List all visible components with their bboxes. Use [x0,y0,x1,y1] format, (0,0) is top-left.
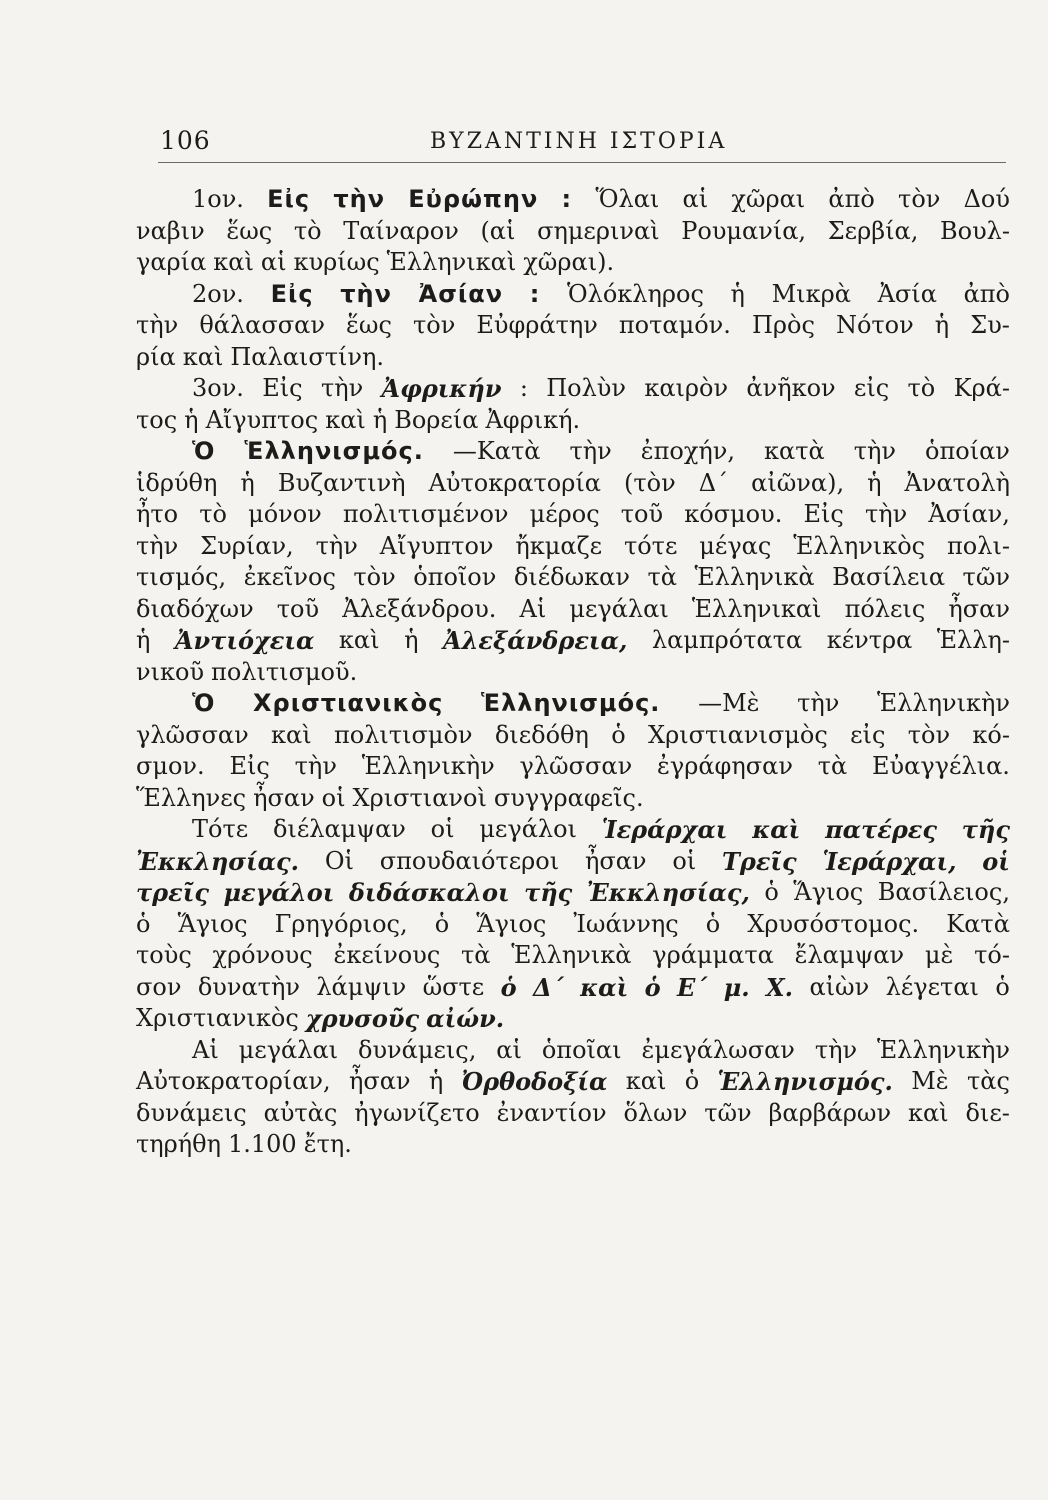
word: τηρήθη [136,1130,221,1158]
word: Ὁλόκληρος [567,279,704,308]
word: 3ον. [192,374,244,402]
word: Εἰς [270,279,314,308]
word: τό- [974,941,1010,969]
text-line [136,720,1010,752]
word: ὁποίαν [925,437,1010,465]
word: Βορεία [394,405,479,434]
word: τὸν [412,311,456,339]
word: ἐναντίον [496,1098,607,1127]
word: Δ΄ [698,468,729,497]
word: Αἴγυπτος [205,405,319,434]
word: ὁ [500,972,517,1002]
word: Βασίλεια [832,563,946,591]
word: ἐγράφησαν [657,752,793,780]
word: Αἱ [192,1035,219,1064]
word: αἱ [260,248,287,276]
word: Ὅλαι [595,185,660,213]
word: μ. [723,972,750,1002]
word: διαδόχων [136,594,254,623]
text-line [136,499,1010,531]
word: κό- [972,720,1010,749]
word: τρεῖς [136,878,209,907]
word: ἐκεῖνος [243,563,336,591]
word: (τὸν [624,468,676,497]
word: ἡ [730,279,745,308]
word: : [519,374,528,402]
word: πολιτισμὸν [333,720,473,749]
text-line [136,657,1010,689]
word: 1.100 [227,1130,297,1158]
page-header [158,126,1006,163]
word: ἠγωνίζετο [354,1098,480,1127]
word: δυνάμεις, [358,1035,477,1064]
word: καὶ [580,972,629,1002]
text-line [136,594,1010,626]
word: τὴν [569,437,612,465]
word: Χριστιανικὸς [136,1004,299,1032]
word: Πρὸς [751,311,815,339]
body-text [136,184,1010,1161]
word: Αἱ [519,594,547,623]
word: θάλασσαν [199,311,325,339]
word: Εἰς [267,185,311,213]
word: σμον. [136,752,205,780]
word: τὰ [461,941,491,969]
word: ὁ [611,720,626,749]
word: τὴν [864,500,908,528]
word: ἀπὸ [828,185,875,213]
text-line [136,783,1010,815]
word: τὴν [136,311,179,339]
word: λάμψιν [316,972,407,1001]
word: πολι- [947,531,1010,560]
word: Κρά- [953,374,1010,402]
word: γλῶσσαν [519,752,633,780]
word: ἱδρύθη [136,468,218,497]
word: Βασίλειος, [877,878,1010,906]
text-line [136,531,1010,563]
text-line [136,909,1010,941]
word: ὁ [136,909,151,938]
word: εἰς [850,720,886,749]
word: ὥστε [422,972,485,1001]
text-line [136,1003,1010,1035]
word: τὴν [333,185,386,213]
word: αὐτὰς [263,1098,338,1127]
word: πολιτισμένον [342,500,509,528]
word: ἕως [346,311,392,339]
word: Αὐτοκρατορία [428,468,601,497]
word: Ἑλληνισμός. [481,689,661,717]
word: μέγας [699,531,772,560]
word: Βυζαντινὴ [277,468,406,497]
word: διέδωκαν [513,563,630,591]
word: Συ- [970,311,1010,339]
word: Χριστιανοὶ [352,783,487,812]
text-line [136,1066,1010,1098]
text-line [136,688,1010,720]
word: Ἅγιος [793,878,864,906]
word: διέλαμψαν [272,815,406,843]
word: Ἑλληνικὴν [877,689,1010,717]
text-line [136,342,1010,374]
word: Εἰς [803,500,844,528]
word: καὶ [907,1098,949,1127]
text-line [136,625,1010,657]
word: νικοῦ [136,657,205,686]
word: καὶ [325,405,366,434]
word: λέγεται [885,972,979,1001]
word: Ἀνατολὴ [904,468,1010,497]
word: τὰς [966,1067,1010,1095]
word: Τότε [192,815,249,843]
word: Τρεῖς [722,846,797,876]
word: τὰ [647,563,677,591]
word: τοὺς [136,941,192,969]
word: Εὐαγγέλια. [872,752,1010,780]
word: ἐποχήν, [640,437,736,465]
word: Ἀφρικήν [381,374,502,403]
word: Βουλ- [939,216,1010,245]
word: ἡ [934,311,950,339]
word: τὴν [814,1035,858,1064]
word: Ἀφρική. [485,405,581,434]
text-line [136,877,1010,909]
word: τὰ [817,752,848,780]
word: τὴν [136,531,179,560]
text-line [136,814,1010,846]
word: καὶ [213,248,254,276]
word: : [529,279,541,308]
word: μεγάλαι [569,594,669,623]
word: κόσμου. [684,500,783,528]
word: καὶ [182,342,224,371]
word: Ἑλλη- [936,626,1010,654]
text-line [136,1129,1010,1161]
word: χρόνους [212,941,313,969]
word: τὴν [340,279,392,308]
text-line [136,373,1010,405]
word: Ἀσίαν, [928,500,1010,528]
word: αἰῶνα), [751,468,845,497]
word: τῶν [704,1098,752,1127]
text-line [136,310,1010,342]
running-title: ΒΥΖΑΝΤΙΝΗ ΙΣΤΟΡΙΑ [430,129,728,154]
word: Ταίναρον [343,216,459,245]
word: Κατὰ [946,909,1010,938]
word: ἔτη. [303,1130,352,1158]
word: τὴν [797,689,840,717]
word: καὶ [271,720,312,749]
word: ὁ [684,1067,700,1095]
word: σημεριναὶ [537,216,660,245]
word: ἦσαν [584,846,647,875]
word: τότε [623,531,678,560]
word: ὁ [764,878,779,906]
word: τῆς [961,815,1010,844]
word: Νότον [835,311,914,339]
word: ὁ [705,909,721,938]
word: κατὰ [764,437,825,465]
word: τισμός, [136,563,227,591]
word: Ἱεράρχαι [601,815,728,844]
word: ἀπὸ [963,279,1010,308]
word: Ἑλληνικὰ [511,941,632,969]
word: γράμματα [652,941,774,969]
word: Σερβία, [827,216,919,245]
word: ἕως [226,216,273,245]
word: τος [136,405,178,434]
word: σπουδαιότεροι [379,846,560,875]
word: Χριστιανικὸς [253,689,444,717]
word: Ε΄ [677,972,708,1002]
word: λαμπρότατα [651,626,803,654]
word: Οἱ [324,846,354,875]
word: πόλεις [844,594,926,623]
word: Αἴγυπτον [379,531,494,560]
text-line [136,468,1010,500]
word: ὁ [644,972,661,1002]
word: τὸν [898,185,941,213]
word: ποταμόν. [618,311,731,339]
word: τοῦ [620,500,664,528]
word: Ρουμανία, [681,216,807,245]
text-line [136,1098,1010,1130]
word: τὸν [907,720,951,749]
text-line [136,972,1010,1004]
word: Ἐκκλησίας, [586,878,750,907]
word: (αἱ [480,216,516,245]
word: Ἑλληνικὰ [694,563,815,591]
word: διεδόθη [494,720,589,749]
word: Εἰς [262,374,303,402]
text-line [136,184,1010,216]
word: Παλαιστίνη. [230,342,384,371]
word: ὁ [995,972,1010,1001]
word: Μικρὰ [771,279,851,308]
word: 1ον. [192,185,244,213]
word: τὴν [315,531,358,560]
word: μεγάλοι [223,878,335,907]
text-line [136,940,1010,972]
word: πατέρες [825,815,937,844]
word: Ἱεράρχαι, [822,846,957,876]
word: Εὐφράτην [476,311,598,339]
word: κυρίως [293,248,380,276]
word: Συρίαν, [200,531,294,560]
word: τὸ [199,500,227,528]
word: Ἀλεξάνδρεια, [442,626,628,655]
text-line [136,216,1010,248]
word: ὁποῖαι [541,1035,622,1064]
word: μέρος [529,500,600,528]
word: ὁ [434,909,450,938]
word: ἦσαν [253,783,315,812]
word: ἤκμαζε [515,531,603,560]
word: Δού [963,185,1010,213]
word: αἰών. [426,1004,505,1033]
word: δυνατὴν [197,972,300,1001]
word: καὶ [625,1067,667,1095]
word: Εἰς [229,752,270,780]
word: Ὀρθοδοξία [461,1067,608,1096]
word: τοῦ [276,594,320,623]
word: Ἑλληνικὸς [793,531,926,560]
word: —Μὲ [698,689,760,717]
word: βαρβάρων [768,1098,892,1127]
word: Ἑλληνικὴν [361,752,495,780]
word: 2ον. [192,279,244,308]
word: Ἑλληνισμός. [244,437,424,465]
word: οἱ [982,846,1010,876]
word: ναβιν [136,216,205,245]
word: Πολὺν [546,374,626,402]
word: Ἑλληνικαὶ [691,594,822,623]
word: ἦσαν [948,594,1010,623]
word: Αὐτοκρατορίαν, [136,1067,331,1095]
word: Ὁ [192,689,216,717]
text-line [136,846,1010,878]
word: Ἀσίαν [418,279,504,308]
word: Ὁ [192,437,216,465]
word: οἱ [672,846,697,875]
word: σον [136,972,182,1001]
word: μεγάλοι [479,815,577,843]
word: γλῶσσαν [136,720,249,749]
word: ἡ [404,626,419,654]
word: ἡ [184,405,199,434]
word: τὸν [353,563,396,591]
word: Ἐκκλησίας. [136,846,300,876]
word: ἦσαν [348,1067,411,1095]
word: πολιτισμοῦ. [211,657,358,686]
word: Ἑλληνισμός. [717,1067,893,1096]
page-number: 106 [160,126,211,155]
word: μεγάλαι [238,1035,339,1064]
word: τὸ [907,374,936,402]
word: καιρὸν [644,374,729,402]
word: ἀνῆκον [746,374,836,402]
text-line [136,247,1010,279]
word: Ἀντιόχεια [174,626,315,655]
word: ἡ [136,626,151,654]
word: Χρυσόστομος. [747,909,920,938]
word: ἐκείνους [333,941,441,969]
word: χρυσοῦς [305,1004,420,1033]
word: : [561,185,573,213]
text-line [136,751,1010,783]
word: οἱ [321,783,346,812]
word: ἐμεγάλωσαν [641,1035,795,1064]
word: Μὲ [911,1067,949,1095]
text-line [136,279,1010,311]
word: Ἕλληνες [136,783,247,812]
word: χῶραι [731,185,806,213]
word: ἡ [428,1067,444,1095]
word: τὴν [294,752,337,780]
word: αἱ [496,1035,522,1064]
word: Ἀσία [877,279,937,308]
word: ἡ [240,468,255,497]
text-line [136,562,1010,594]
word: —Κατὰ [452,437,541,465]
word: τὴν [853,437,896,465]
word: Δ΄ [533,972,564,1002]
word: καὶ [752,815,801,844]
word: Ἑλληνικὴν [876,1035,1010,1064]
word: γαρία [136,248,207,276]
word: διε- [965,1098,1010,1127]
word: χῶραι). [523,248,615,276]
word: μὲ [924,941,954,969]
text-line [136,436,1010,468]
word: Ἰωάννης [573,909,679,938]
word: καὶ [338,626,380,654]
word: οἱ [430,815,455,843]
word: ἡ [867,468,882,497]
word: Ἀλεξάνδρου. [342,594,497,623]
word: ἔλαμψαν [794,941,905,969]
word: τῶν [962,563,1010,591]
word: Ἅγιος [177,909,248,938]
text-line [136,405,1010,437]
word: ὁποῖον [413,563,497,591]
word: Χριστιανισμὸς [648,720,828,749]
word: συγγραφεῖς. [493,783,644,812]
word: Εὐρώπην [408,185,539,213]
word: αἱ [682,185,709,213]
word: ἡ [372,405,388,434]
text-line [136,1035,1010,1067]
word: ὅλων [623,1098,688,1127]
word: Γρηγόριος, [274,909,408,938]
word: διδάσκαλοι [348,878,510,907]
word: Ἑλληνικαὶ [386,248,517,276]
word: Χ. [766,972,794,1002]
word: τὴν [320,374,364,402]
word: τῆς [524,878,573,907]
word: κέντρα [826,626,913,654]
word: εἰς [853,374,890,402]
word: ρία [136,342,176,371]
word: ἦτο [136,500,179,528]
word: μόνον [248,500,322,528]
word: τὸ [293,216,322,245]
word: δυνάμεις [136,1098,247,1127]
word: αἰὼν [809,972,870,1001]
word: Ἅγιος [476,909,547,938]
